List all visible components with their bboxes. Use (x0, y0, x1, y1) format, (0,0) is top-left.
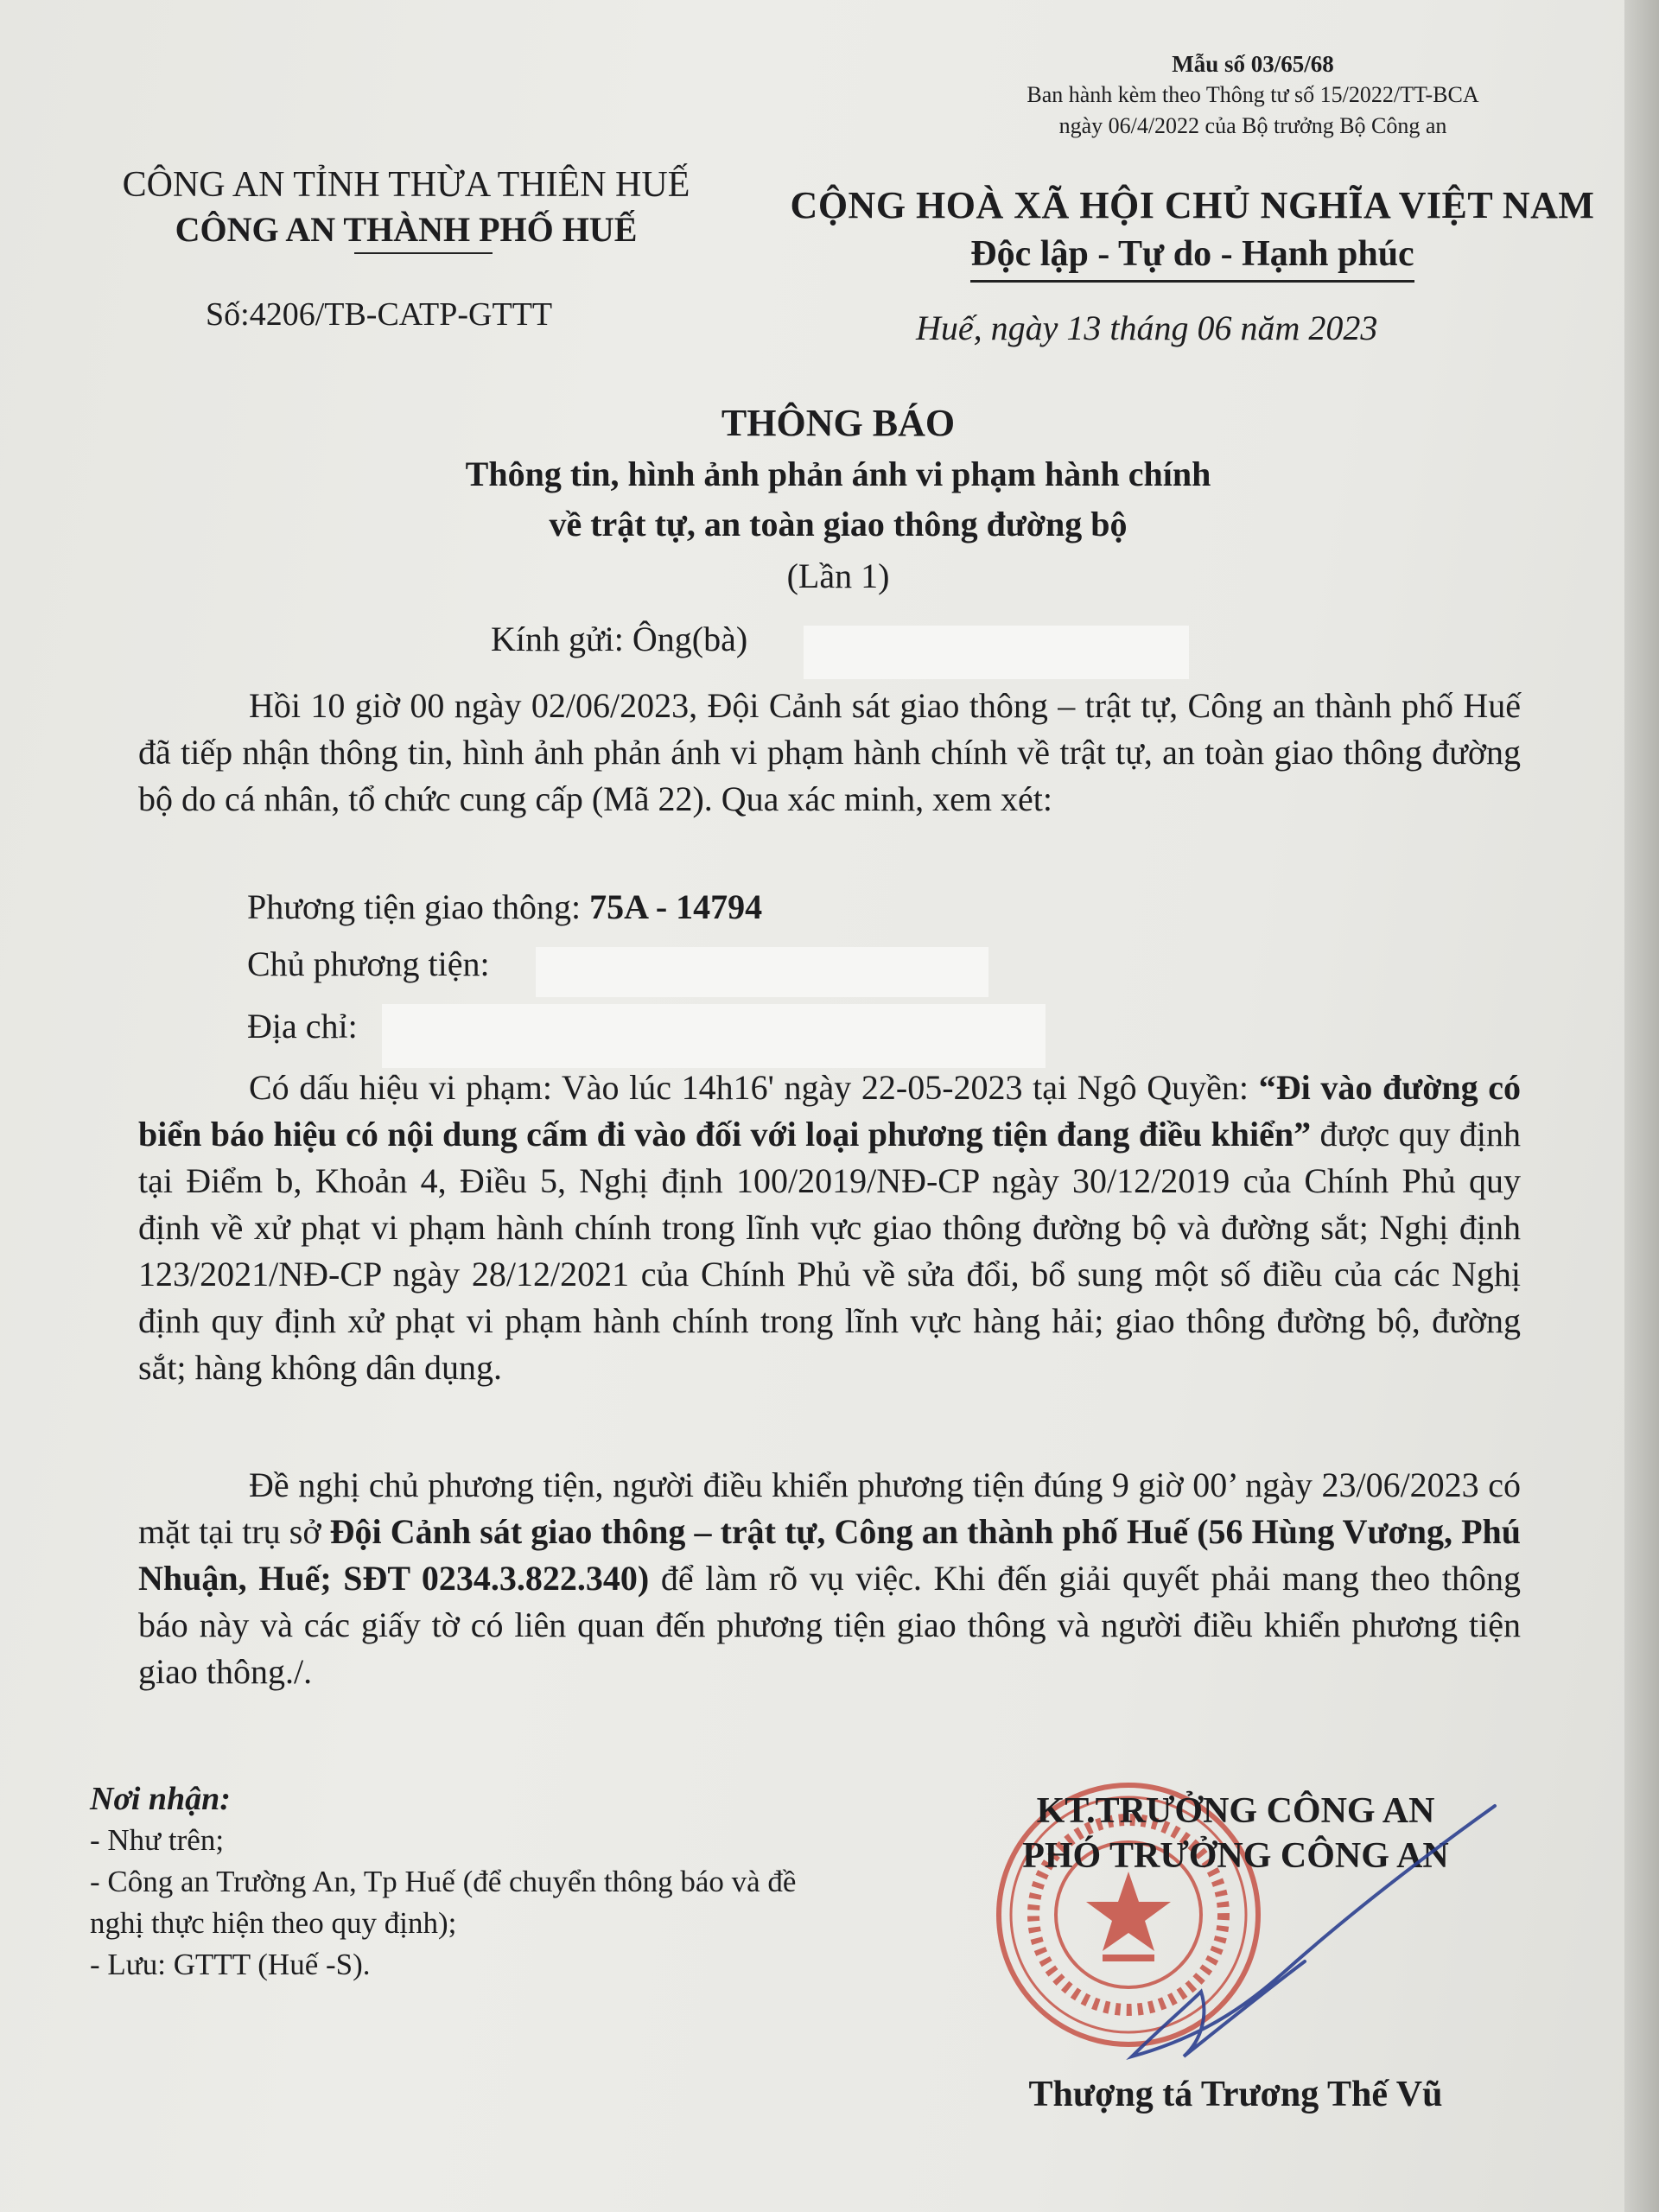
place-date: Huế, ngày 13 tháng 06 năm 2023 (916, 308, 1378, 347)
nation-motto: Độc lập - Tự do - Hạnh phúc (970, 230, 1414, 283)
handwritten-signature (1106, 1797, 1503, 2074)
recipient-item: - Lưu: GTTT (Huế -S). (90, 1948, 371, 1981)
request-office: Đội Cảnh sát giao thông – trật tự, Công an thành phố Huế (56 Hùng Vương, Phú Nhuận, Huế; SĐT 0234.3.822.340) (138, 1512, 1521, 1598)
agency-header (52, 162, 760, 254)
redacted-address (382, 1004, 1046, 1068)
recipient-item: - Công an Trường An, Tp Huế (để chuyển thông báo và đề nghị thực hiện theo quy định); (90, 1865, 797, 1940)
vehicle-plate: 75A - 14794 (589, 887, 763, 926)
national-header (752, 181, 1633, 283)
document-subtitle-1: Thông tin, hình ảnh phản ánh vi phạm hành chính (465, 454, 1211, 493)
signer-title-2: PHÓ TRƯỞNG CÔNG AN (1022, 1836, 1449, 1876)
agency-parent: CÔNG AN TỈNH THỪA THIÊN HUẾ (122, 165, 690, 205)
recipient-item: - Như trên; (90, 1823, 225, 1857)
request-lead: Đề nghị chủ phương tiện, người điều khiển phương tiện đúng 9 giờ 00’ ngày 23/06/2023 có mặt tại trụ sở (138, 1465, 1521, 1551)
request-rest: để làm rõ vụ việc. Khi đến giải quyết phải mang theo thông báo này và các giấy tờ có liên quan đến phương tiện giao thông và người điều khiển phương tiện giao thông./. (138, 1559, 1522, 1691)
paragraph-received: Hồi 10 giờ 00 ngày 02/06/2023, Đội Cảnh sát giao thông – trật tự, Công an thành phố Huế đã tiếp nhận thông tin, hình ảnh phản ánh vi phạm hành chính về trật tự, an toàn giao thông đường bộ do cá nhân, tổ chức cung cấp (Mã 22). Qua xác minh, xem xét: (138, 686, 1521, 818)
form-code: Mẫu số 03/65/68 (1172, 51, 1334, 77)
owner-label: Chủ phương tiện: (247, 944, 490, 983)
violation-offence: “Đi vào đường có biển báo hiệu có nội dung cấm đi vào đối với loại phương tiện đang điều khiển” (138, 1068, 1521, 1154)
recipients-block (90, 1778, 850, 1986)
recipients-heading: Nơi nhận: (90, 1781, 231, 1817)
agency-underline (354, 252, 493, 254)
addressee-label: Kính gửi: Ông(bà) (491, 620, 748, 658)
agency-unit: CÔNG AN THÀNH PHỐ HUẾ (175, 210, 638, 249)
redacted-owner (536, 947, 988, 997)
document-title: THÔNG BÁO (721, 402, 956, 444)
document-number: Số:4206/TB-CATP-GTTT (206, 296, 553, 333)
vehicle-label: Phương tiện giao thông: (247, 887, 582, 926)
form-number-block (899, 48, 1607, 142)
paragraph-request (138, 1462, 1521, 1695)
redacted-addressee (804, 626, 1189, 679)
signer-title-1: KT.TRƯỞNG CÔNG AN (1036, 1791, 1435, 1831)
violation-legal-basis: được quy định tại Điểm b, Khoản 4, Điều 5, Nghị định 100/2019/NĐ-CP ngày 30/12/2019 của Chính Phủ quy định về xử phạt vi phạm hành chính trong lĩnh vực giao thông đường bộ và đường sắt; Nghị định 123/2021/NĐ-CP ngày 28/12/2021 của Chính Phủ về sửa đổi, bổ sung một số điều của các Nghị định quy định xử phạt vi phạm hành chính trong lĩnh vực hàng hải; giao thông đường bộ, đường sắt; hàng không dân dụng. (138, 1115, 1521, 1387)
paragraph-violation (138, 1065, 1521, 1391)
nation-name: CỘNG HOÀ XÃ HỘI CHỦ NGHĨA VIỆT NAM (790, 184, 1595, 226)
address-label: Địa chỉ: (247, 1007, 358, 1046)
form-issuance-date: ngày 06/4/2022 của Bộ trưởng Bộ Công an (1058, 113, 1447, 138)
title-block (173, 397, 1503, 603)
form-issuance-line: Ban hành kèm theo Thông tư số 15/2022/TT-BCA (1027, 82, 1479, 107)
notice-round: (Lần 1) (786, 556, 890, 595)
document-subtitle-2: về trật tự, an toàn giao thông đường bộ (549, 505, 1128, 543)
signer-name: Thượng tá Trương Thế Vũ (1028, 2075, 1443, 2114)
violation-lead: Có dấu hiệu vi phạm: Vào lúc 14h16' ngày 22-05-2023 tại Ngô Quyền: (249, 1068, 1259, 1107)
page-edge-shadow (1624, 0, 1659, 2212)
vehicle-field (247, 887, 762, 927)
